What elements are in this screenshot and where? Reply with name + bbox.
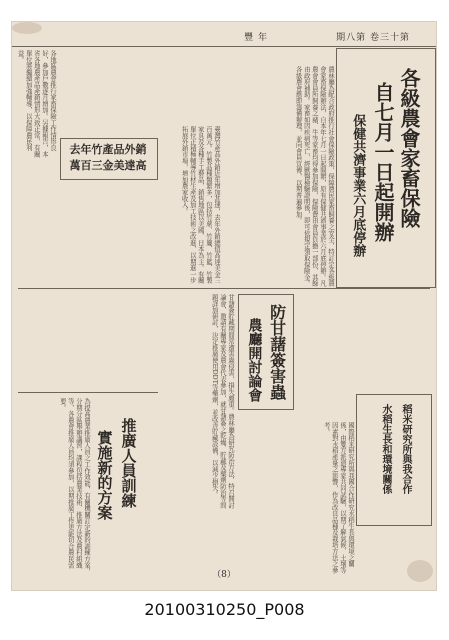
bamboo-headline-1: 去年竹產品外銷 <box>69 143 147 156</box>
pest-body-continued <box>296 294 352 418</box>
rice-headline-box <box>356 394 432 526</box>
rice-body: 國際稻米研究所與我國合作研究水稻生長與環境之關係，由雙方派遣專家共同試驗，以期了解氣候、土壤等因素對水稻產量之影響，作為改良品種及栽培方法之參考。 <box>322 422 354 574</box>
insurance-headline-1: 各級農會家畜保險 <box>397 68 421 228</box>
pest-headline-1: 防甘藷簽害蟲 <box>267 304 287 400</box>
newspaper-page <box>12 22 436 590</box>
rice-body-continued <box>356 294 430 390</box>
divider <box>18 392 158 393</box>
training-headline-2: 實施新的方案 <box>95 430 114 520</box>
bamboo-headline-2: 萬百三金美達高 <box>69 159 147 172</box>
page-header <box>12 28 436 47</box>
bamboo-body: 臺灣竹產品外銷近年增加甚速，去年外銷總值高達美金三百萬元。竹製品種類繁多，包括竹蓆、竹簾、竹籃、竹製家具及各種手工藝品，銷售地區以美國、日本為主。有關單位正積極輔導竹材生產及加工技術之改進，以期進一步拓展外銷市場，增加農家收入。 <box>180 126 220 284</box>
archive-caption: 20100310250_P008 <box>144 600 305 619</box>
training-body: 為提高農業推廣人員之工作效能，有關機關訂定新的訓練方案，分期分區舉辦講習，課程包括農業技術、推廣方法及農村組織等，各農會推廣人員均須參加，以期推廣工作更能切合農民需要。 <box>58 398 90 575</box>
divider <box>18 288 430 289</box>
rice-headline-2: 水稻生長和環境關係 <box>380 404 391 494</box>
left-column-body: 各地區農會推行家畜保險工作情形良好，參加戶數逐月增加。另據報告，本省各地農產品產銷情形大致正常，有關單位將繼續加強輔導，以保障農民利益。 <box>16 50 56 158</box>
insurance-headline-2: 自七月一日起開辦 <box>371 82 395 242</box>
issue-label: 期八第 卷三十第 <box>336 33 410 43</box>
bamboo-body-continued <box>60 182 156 286</box>
insurance-subheadline: 保健共濟事業六月底停辦 <box>350 114 366 257</box>
rice-headline-1: 稻米研究所與我合作 <box>400 404 411 494</box>
pest-body: 甘藷簽貯藏期間常遭害蟲侵害，損失頗重。農林廳為研究防治方法，特召開討論會，邀請有關專家及農會代表參加，就甘藷簽之乾燥、貯藏及藥劑防治等問題詳加研討，決定推廣使用DDT等藥劑，並改善貯藏設備，以減少損失。 <box>210 294 234 509</box>
page-number: （8） <box>212 570 236 580</box>
publication-title: 豐 年 <box>244 33 268 43</box>
insurance-body: 農林廳為配合政府推行社會保險政策，保障農民家畜飼養之安全，特訂定各級農會家畜保險辦法，自本年七月一日起開辦，原有保健共濟事業於六月底停辦。凡農會會員所飼養之豬、牛等家畜均得參加保險，保險費由會員負擔一部份，其餘由政府補助。家畜如因疾病死亡，經獸醫檢驗證明後，即可依規定領取保險金。各級農會應即籌備辦理，並向會員宣傳，以期普遍參加。 <box>294 66 334 287</box>
training-headline-1: 推廣人員訓練 <box>119 418 138 508</box>
training-body-continued <box>20 294 158 388</box>
pest-headline-2: 農廳開討論會 <box>246 318 263 402</box>
